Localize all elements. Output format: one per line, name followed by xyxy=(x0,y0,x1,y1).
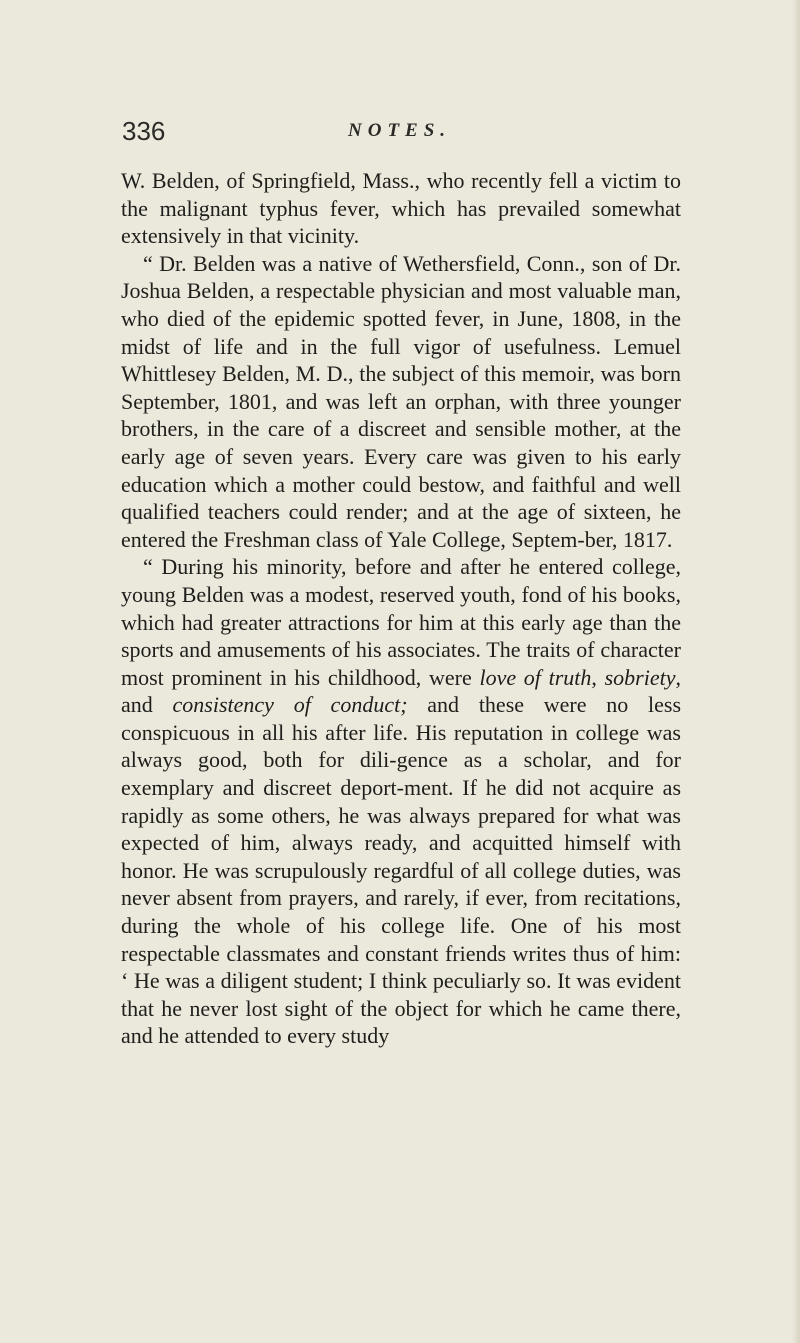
separator-1: , xyxy=(591,664,597,690)
separator-2: , and xyxy=(121,664,681,718)
paragraph-2: “ Dr. Belden was a native of Wethersfield, Conn., son of Dr. Joshua Belden, a respectable physician and most valuable man, who died of the epidemic spotted fever, in June, 1808, in the midst of life and in the full vigor of usefulness. Lemuel Whittlesey Belden, M. D., the subject of this memoir, was born September, 1801, and was left an orphan, with three younger brothers, in the care of a discreet and sensible mother, at the early age of seven years. Every care was given to his early education which a mother could bestow, and faithful and well qualified teachers could render; and at the age of sixteen, he entered the Freshman class of Yale College, Septem-ber, 1817. xyxy=(121,250,681,552)
emphasis-sobriety: sobriety xyxy=(604,664,676,690)
page-edge-shadow xyxy=(792,0,800,1343)
paragraph-1: W. Belden, of Springfield, Mass., who recently fell a victim to the malignant typhus fever, which has prevailed somewhat extensively in that vicinity. xyxy=(121,168,681,249)
emphasis-consistency-of-conduct: consistency of conduct; xyxy=(172,692,408,718)
page-number: 336 xyxy=(122,116,166,146)
emphasis-love-of-truth: love of truth xyxy=(479,664,592,690)
paragraph-3-part-2: and these were no less conspicuous in all his after life. His reputation in college was always good, both for dili-gence as a scholar, and for exemplary and discreet deport-ment. If he did not acquire as rapidly as some others, he was always prepared for what was expected of him, always ready, and acquitted himself with honor. He was scrupulously regardful of all college duties, was never absent from prayers, and rarely, if ever, from recitations, during the whole of his college life. One of his most respectable classmates and constant friends writes thus of him: ‘ He was a diligent student; I think peculiarly so. It was evident that he never lost sight of the object for which he came there, and he attended to every study xyxy=(121,692,682,1049)
running-head: NOTES. xyxy=(348,120,452,141)
page-header xyxy=(122,116,682,156)
paragraph-3-part-1: “ During his minority, before and after he entered college, young Belden was a modest, reserved youth, fond of his books, which had greater attractions for him at this early age than the sports and amusements of his associates. The traits of character most prominent in his childhood, were xyxy=(121,554,681,690)
body-text xyxy=(121,167,681,1050)
paragraph-3 xyxy=(121,553,681,1050)
